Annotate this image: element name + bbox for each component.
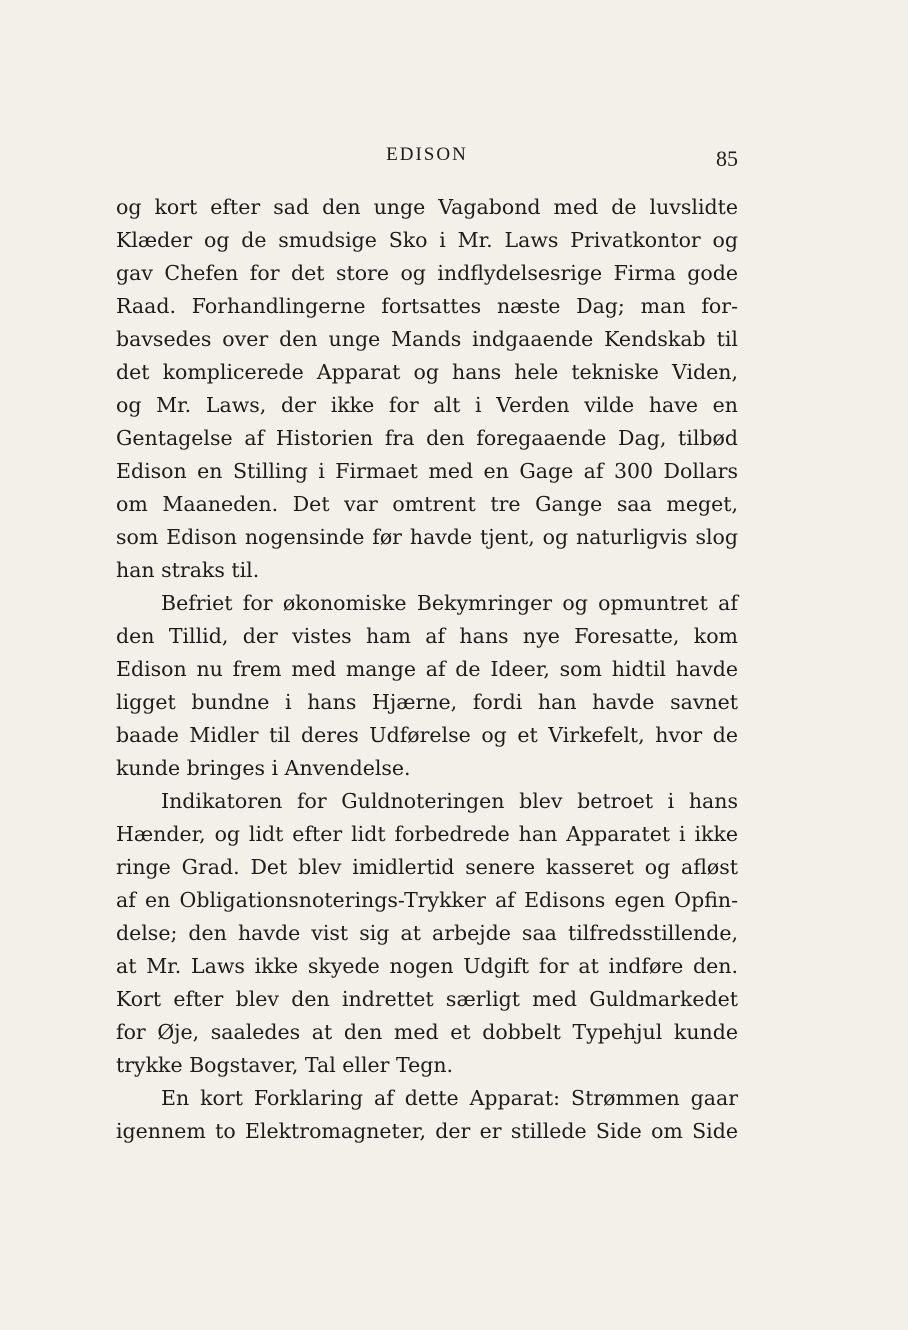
text-line: Hænder, og lidt efter lidt forbedrede han Apparatet i ikke <box>116 822 738 846</box>
text-line: kunde bringes i Anvendelse. <box>116 756 411 780</box>
text-line: bavsedes over den unge Mands indgaaende Kendskab til <box>116 327 738 351</box>
text-line: Edison en Stilling i Firmaet med en Gage af 300 Dollars <box>116 459 738 483</box>
text-line: Klæder og de smudsige Sko i Mr. Laws Privatkontor og <box>116 228 738 252</box>
text-line: han straks til. <box>116 558 260 582</box>
text-line: trykke Bogstaver, Tal eller Tegn. <box>116 1053 454 1077</box>
text-line: igennem to Elektromagneter, der er stillede Side om Side <box>116 1119 738 1143</box>
text-line: Kort efter blev den indrettet særligt med Guldmarkedet <box>116 987 738 1011</box>
text-line: ligget bundne i hans Hjærne, fordi han havde savnet <box>116 690 738 714</box>
text-line: at Mr. Laws ikke skyede nogen Udgift for at indføre den. <box>116 954 738 978</box>
text-line: Raad. Forhandlingerne fortsattes næste Dag; man for- <box>116 294 738 318</box>
text-line: den Tillid, der vistes ham af hans nye Foresatte, kom <box>116 624 738 648</box>
text-line: baade Midler til deres Udførelse og et Virkefelt, hvor de <box>116 723 738 747</box>
text-line: Indikatoren for Guldnoteringen blev betroet i hans <box>161 789 738 813</box>
text-line: for Øje, saaledes at den med et dobbelt Typehjul kunde <box>116 1020 738 1044</box>
body-text <box>116 191 738 1148</box>
text-line: delse; den havde vist sig at arbejde saa tilfredsstillende, <box>116 921 738 945</box>
text-line: En kort Forklaring af dette Apparat: Strømmen gaar <box>161 1086 738 1110</box>
page-number: 85 <box>716 146 738 171</box>
page-header <box>116 144 738 174</box>
text-line: gav Chefen for det store og indflydelsesrige Firma gode <box>116 261 738 285</box>
text-line: Befriet for økonomiske Bekymringer og opmuntret af <box>161 591 738 615</box>
running-title: EDISON <box>386 144 468 165</box>
text-line: af en Obligationsnoterings-Trykker af Edisons egen Opfin- <box>116 888 738 912</box>
text-line: det komplicerede Apparat og hans hele tekniske Viden, <box>116 360 738 384</box>
text-line: som Edison nogensinde før havde tjent, og naturligvis slog <box>116 525 738 549</box>
text-line: og kort efter sad den unge Vagabond med de luvslidte <box>116 195 738 219</box>
text-line: om Maaneden. Det var omtrent tre Gange saa meget, <box>116 492 738 516</box>
text-line: ringe Grad. Det blev imidlertid senere kasseret og afløst <box>116 855 738 879</box>
text-line: Gentagelse af Historien fra den foregaaende Dag, tilbød <box>116 426 738 450</box>
text-line: Edison nu frem med mange af de Ideer, som hidtil havde <box>116 657 738 681</box>
text-line: og Mr. Laws, der ikke for alt i Verden vilde have en <box>116 393 738 417</box>
